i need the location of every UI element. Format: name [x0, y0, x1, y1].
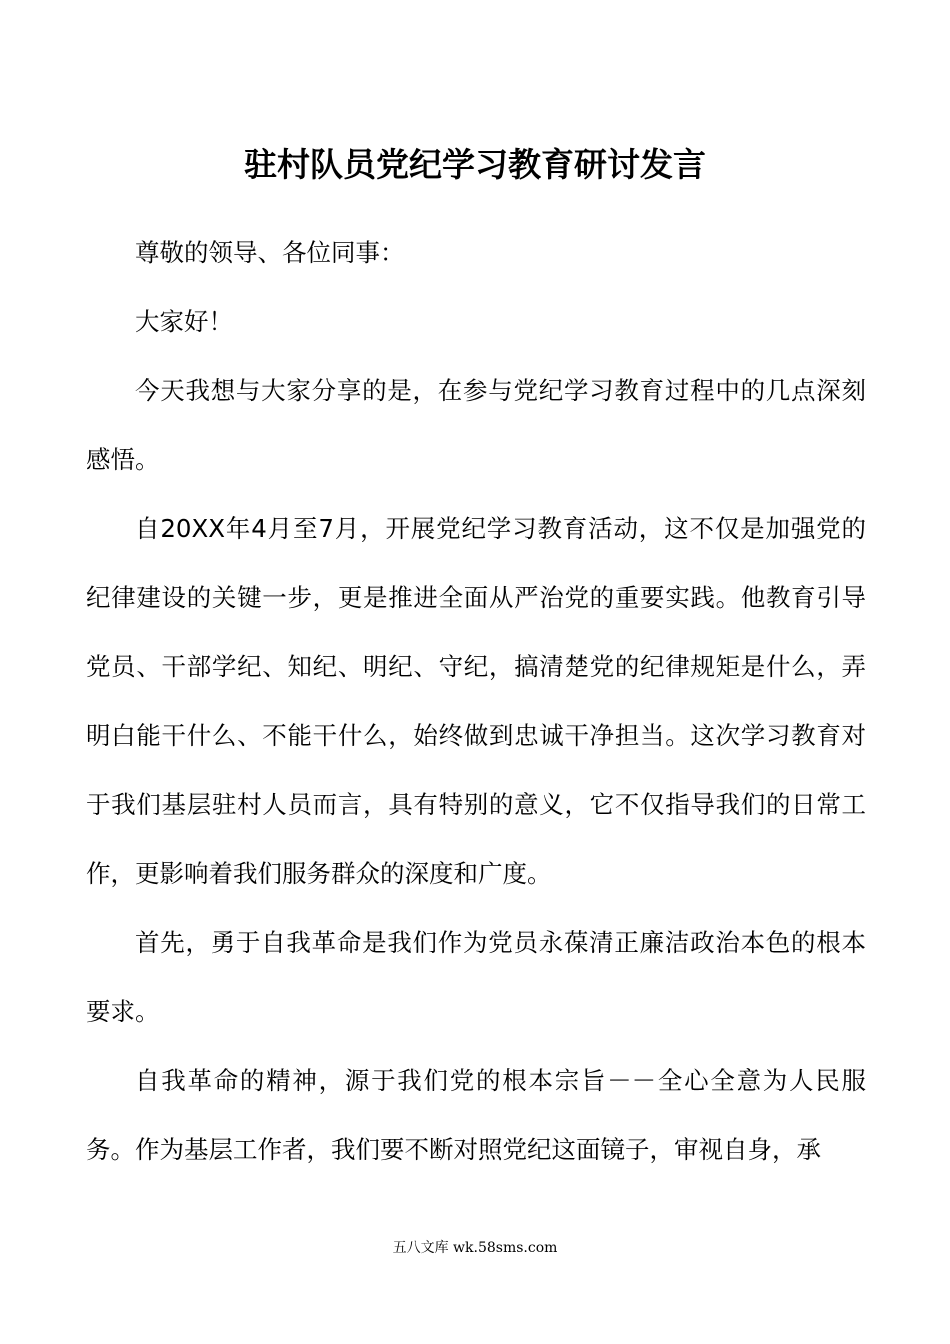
paragraph-first-point: 首先，勇于自我革命是我们作为党员永葆清正廉洁政治本色的根本要求。: [86, 928, 866, 1026]
document-title: 驻村队员党纪学习教育研讨发言: [244, 145, 706, 184]
paragraph-intro: 今天我想与大家分享的是，在参与党纪学习教育过程中的几点深刻感悟。: [86, 376, 866, 474]
document-body: [86, 218, 866, 1184]
page-footer: 五八文库 wk.58sms.com: [392, 1240, 558, 1256]
paragraph-self-revolution: 自我革命的精神，源于我们党的根本宗旨－－全心全意为人民服务。作为基层工作者，我们要不断对照党纪这面镜子，审视自身，承: [86, 1066, 866, 1164]
paragraph-salutation: 尊敬的领导、各位同事：: [135, 238, 405, 267]
paragraph-greeting: 大家好！: [135, 307, 233, 336]
paragraph-background: 自20XX年4月至7月，开展党纪学习教育活动，这不仅是加强党的纪律建设的关键一步，更是推进全面从严治党的重要实践。他教育引导党员、干部学纪、知纪、明纪、守纪，搞清楚党的纪律规矩是什么，弄明白能干什么、不能干什么，始终做到忠诚干净担当。这次学习教育对于我们基层驻村人员而言，具有特别的意义，它不仅指导我们的日常工作，更影响着我们服务群众的深度和广度。: [86, 514, 866, 888]
